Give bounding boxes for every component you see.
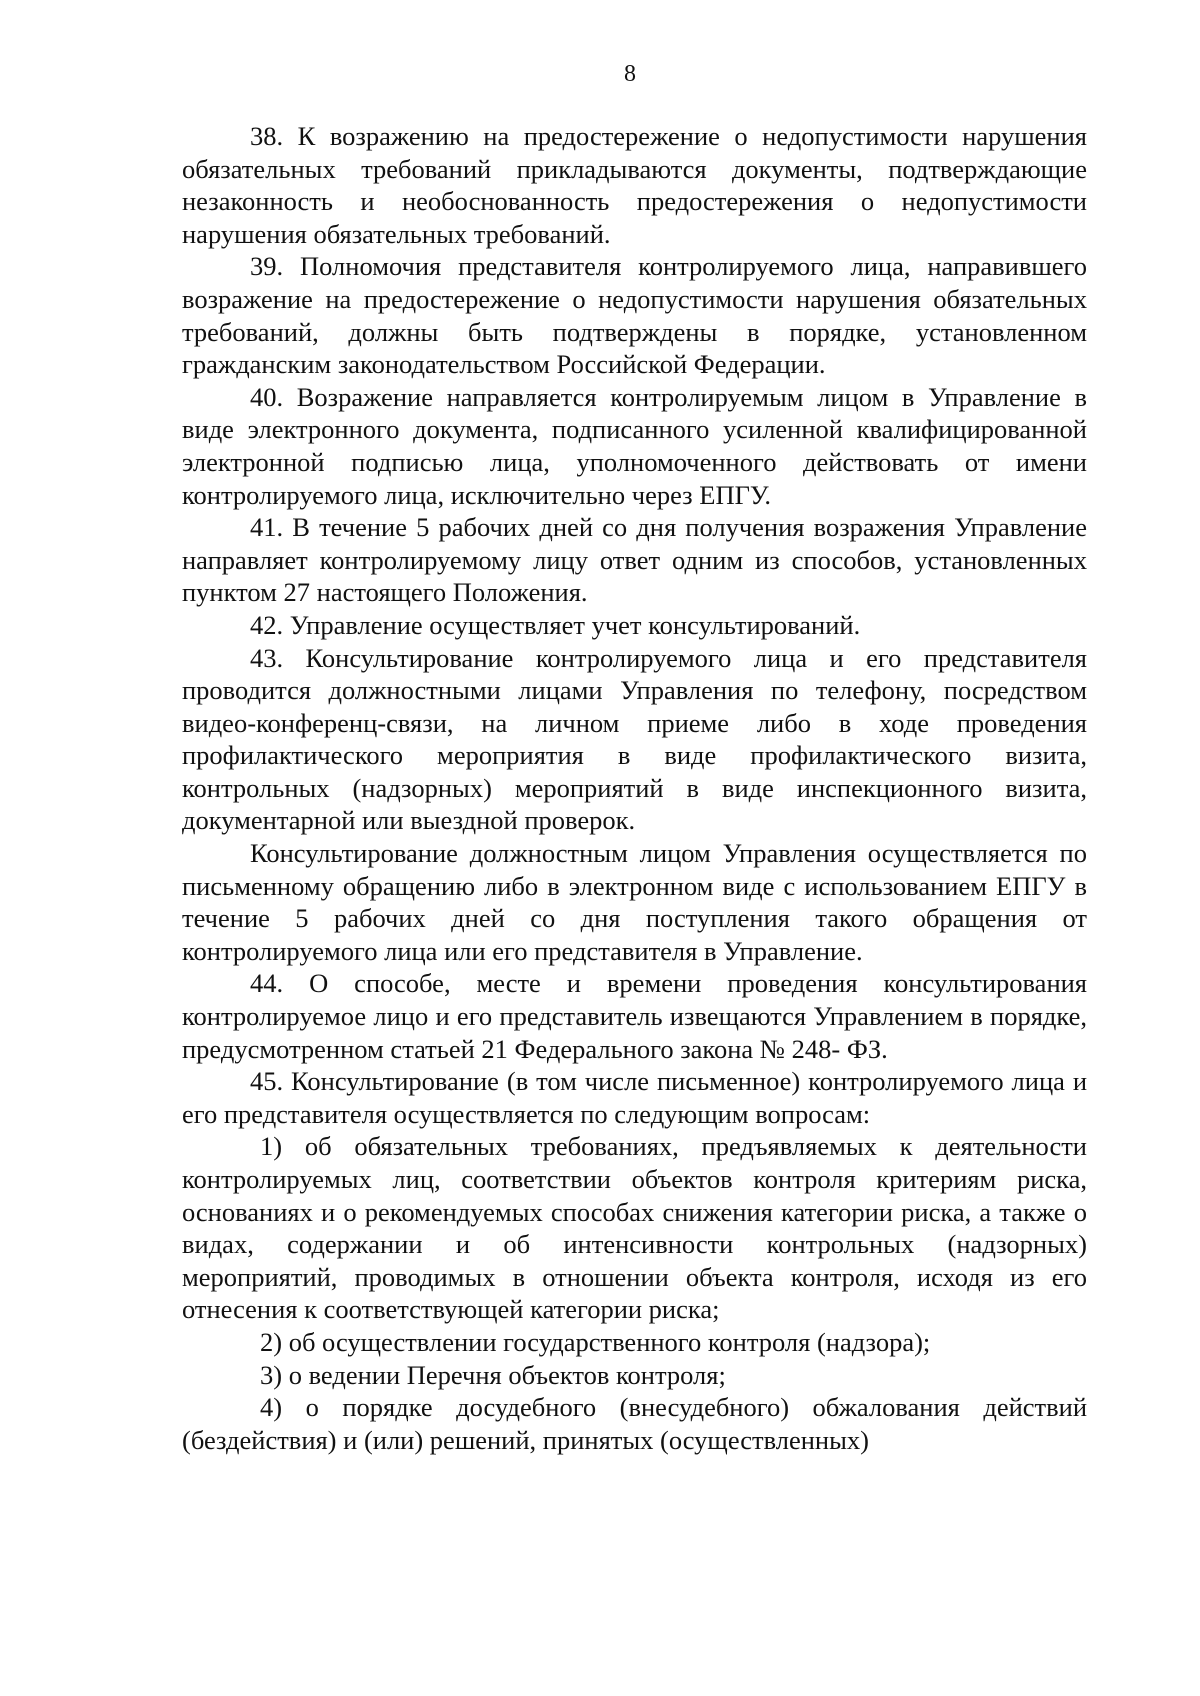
list-item-4: 4) о порядке досудебного (внесудебного) обжалования действий (бездействия) и (или) решений, принятых (осуществленных) <box>182 1392 1087 1455</box>
page-number: 8 <box>624 61 636 87</box>
list-item-3: 3) о ведении Перечня объектов контроля; <box>260 1359 726 1390</box>
paragraph-41: 41. В течение 5 рабочих дней со дня получения возражения Управление направляет контролируемому лицу ответ одним из способов, установленных пунктом 27 настоящего Положения. <box>182 512 1087 608</box>
paragraph-40: 40. Возражение направляется контролируемым лицом в Управление в виде электронного документа, подписанного усиленной квалифицированной электронной подписью лица, уполномоченного действовать от имени контролируемого лица, исключительно через ЕПГУ. <box>182 381 1087 510</box>
paragraph-44: 44. О способе, месте и времени проведения консультирования контролируемое лицо и его представитель извещаются Управлением в порядке, предусмотренном статьей 21 Федерального закона № 248- ФЗ. <box>182 968 1087 1064</box>
paragraph-45: 45. Консультирование (в том числе письменное) контролируемого лица и его представителя осуществляется по следующим вопросам: <box>182 1066 1087 1129</box>
list-item-1: 1) об обязательных требованиях, предъявляемых к деятельности контролируемых лиц, соответствии объектов контроля критериям риска, основаниях и о рекомендуемых способах снижения категории риска, а также о видах, содержании и об интенсивности контрольных (надзорных) мероприятий, проводимых в отношении объекта контроля, исходя из его отнесения к соответствующей категории риска; <box>182 1131 1087 1325</box>
paragraph-43: 43. Консультирование контролируемого лица и его представителя проводится должностными лицами Управления по телефону, посредством видео-конференц-связи, на личном приеме либо в ходе проведения профилактического мероприятия в виде профилактического визита, контрольных (надзорных) мероприятий в виде инспекционного визита, документарной или выездной проверок. <box>182 642 1087 836</box>
paragraph-43-continued: Консультирование должностным лицом Управления осуществляется по письменному обращению либо в электронном виде с использованием ЕПГУ в течение 5 рабочих дней со дня поступления такого обращения от контролируемого лица или его представителя в Управление. <box>182 838 1087 966</box>
document-body <box>182 120 1087 1456</box>
paragraph-42: 42. Управление осуществляет учет консультирований. <box>250 609 861 640</box>
list-item-2: 2) об осуществлении государственного контроля (надзора); <box>260 1326 931 1357</box>
paragraph-39: 39. Полномочия представителя контролируемого лица, направившего возражение на предостережение о недопустимости нарушения обязательных требований, должны быть подтверждены в порядке, установленном гражданским законодательством Российской Федерации. <box>182 251 1087 380</box>
paragraph-38: 38. К возражению на предостережение о недопустимости нарушения обязательных требований прикладываются документы, подтверждающие незаконность и необоснованность предостережения о недопустимости нарушения обязательных требований. <box>182 121 1087 249</box>
